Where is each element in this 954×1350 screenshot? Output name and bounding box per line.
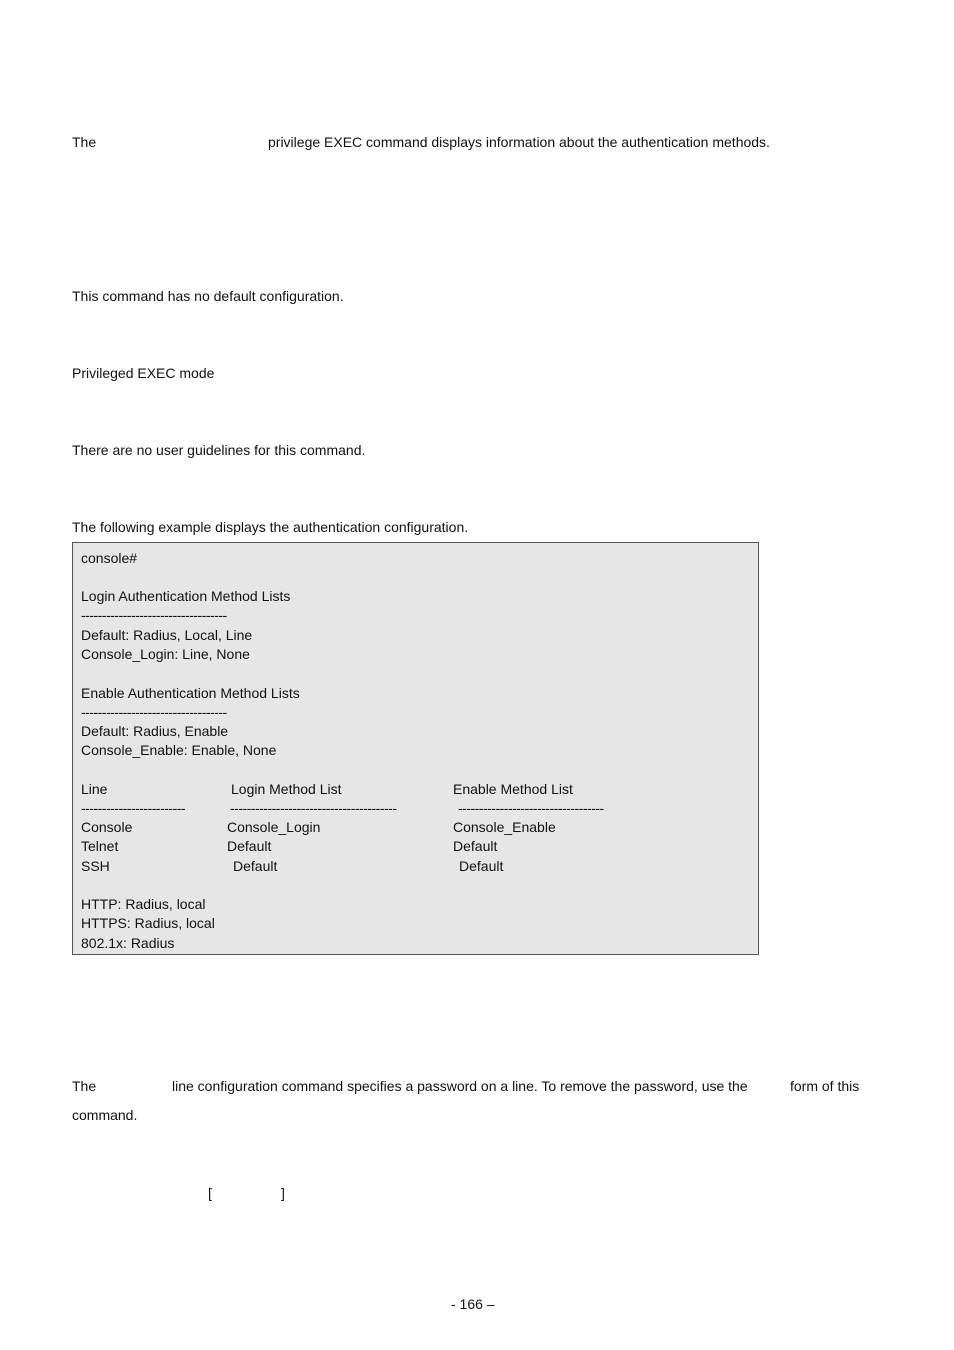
table-cell: Console bbox=[81, 819, 133, 835]
table-cell: Default bbox=[227, 838, 272, 854]
enable-list-entry: Default: Radius, Enable bbox=[81, 723, 229, 739]
login-list-entry: Console_Login: Line, None bbox=[81, 646, 250, 662]
next-description-text: line configuration command specifies a password on a line. To remove the password, use the bbox=[172, 1078, 748, 1094]
table-header-enable: Enable Method List bbox=[453, 781, 573, 797]
command-mode-text: Privileged EXEC mode bbox=[72, 365, 215, 381]
login-list-entry: Default: Radius, Local, Line bbox=[81, 627, 253, 643]
enable-list-entry: Console_Enable: Enable, None bbox=[81, 742, 277, 758]
table-cell: Telnet bbox=[81, 838, 119, 854]
other-method-entry: HTTPS: Radius, local bbox=[81, 915, 215, 931]
table-cell: Console_Login bbox=[227, 819, 321, 835]
example-output-box bbox=[72, 542, 759, 955]
syntax-bracket-close: ] bbox=[281, 1185, 285, 1201]
enable-lists-title: Enable Authentication Method Lists bbox=[81, 685, 300, 701]
syntax-bracket-open: [ bbox=[208, 1185, 212, 1201]
table-header-line: Line bbox=[81, 781, 108, 797]
other-method-entry: 802.1x: Radius bbox=[81, 935, 175, 951]
next-description-prefix: The bbox=[72, 1078, 97, 1094]
login-lists-separator: ----------------------------------- bbox=[81, 607, 227, 623]
table-cell: SSH bbox=[81, 858, 110, 874]
enable-lists-separator: ----------------------------------- bbox=[81, 704, 227, 720]
table-separator: ----------------------------------- bbox=[458, 800, 604, 816]
next-description-text-end: command. bbox=[72, 1107, 138, 1123]
description-text: privilege EXEC command displays information about the authentication methods. bbox=[268, 134, 770, 150]
user-guidelines-text: There are no user guidelines for this command. bbox=[72, 442, 366, 458]
login-lists-title: Login Authentication Method Lists bbox=[81, 588, 291, 604]
page-number: - 166 – bbox=[451, 1296, 495, 1312]
next-description-text-continued: form of this bbox=[790, 1078, 860, 1094]
console-prompt: console# bbox=[81, 550, 138, 566]
table-separator: ------------------------- bbox=[81, 800, 186, 816]
table-cell: Console_Enable bbox=[453, 819, 556, 835]
other-method-entry: HTTP: Radius, local bbox=[81, 896, 206, 912]
table-header-login: Login Method List bbox=[231, 781, 342, 797]
example-intro-text: The following example displays the authentication configuration. bbox=[72, 519, 469, 535]
table-cell: Default bbox=[233, 858, 278, 874]
default-configuration-text: This command has no default configuration. bbox=[72, 288, 344, 304]
table-cell: Default bbox=[459, 858, 504, 874]
description-prefix: The bbox=[72, 134, 97, 150]
table-separator: ---------------------------------------- bbox=[230, 800, 397, 816]
table-cell: Default bbox=[453, 838, 498, 854]
